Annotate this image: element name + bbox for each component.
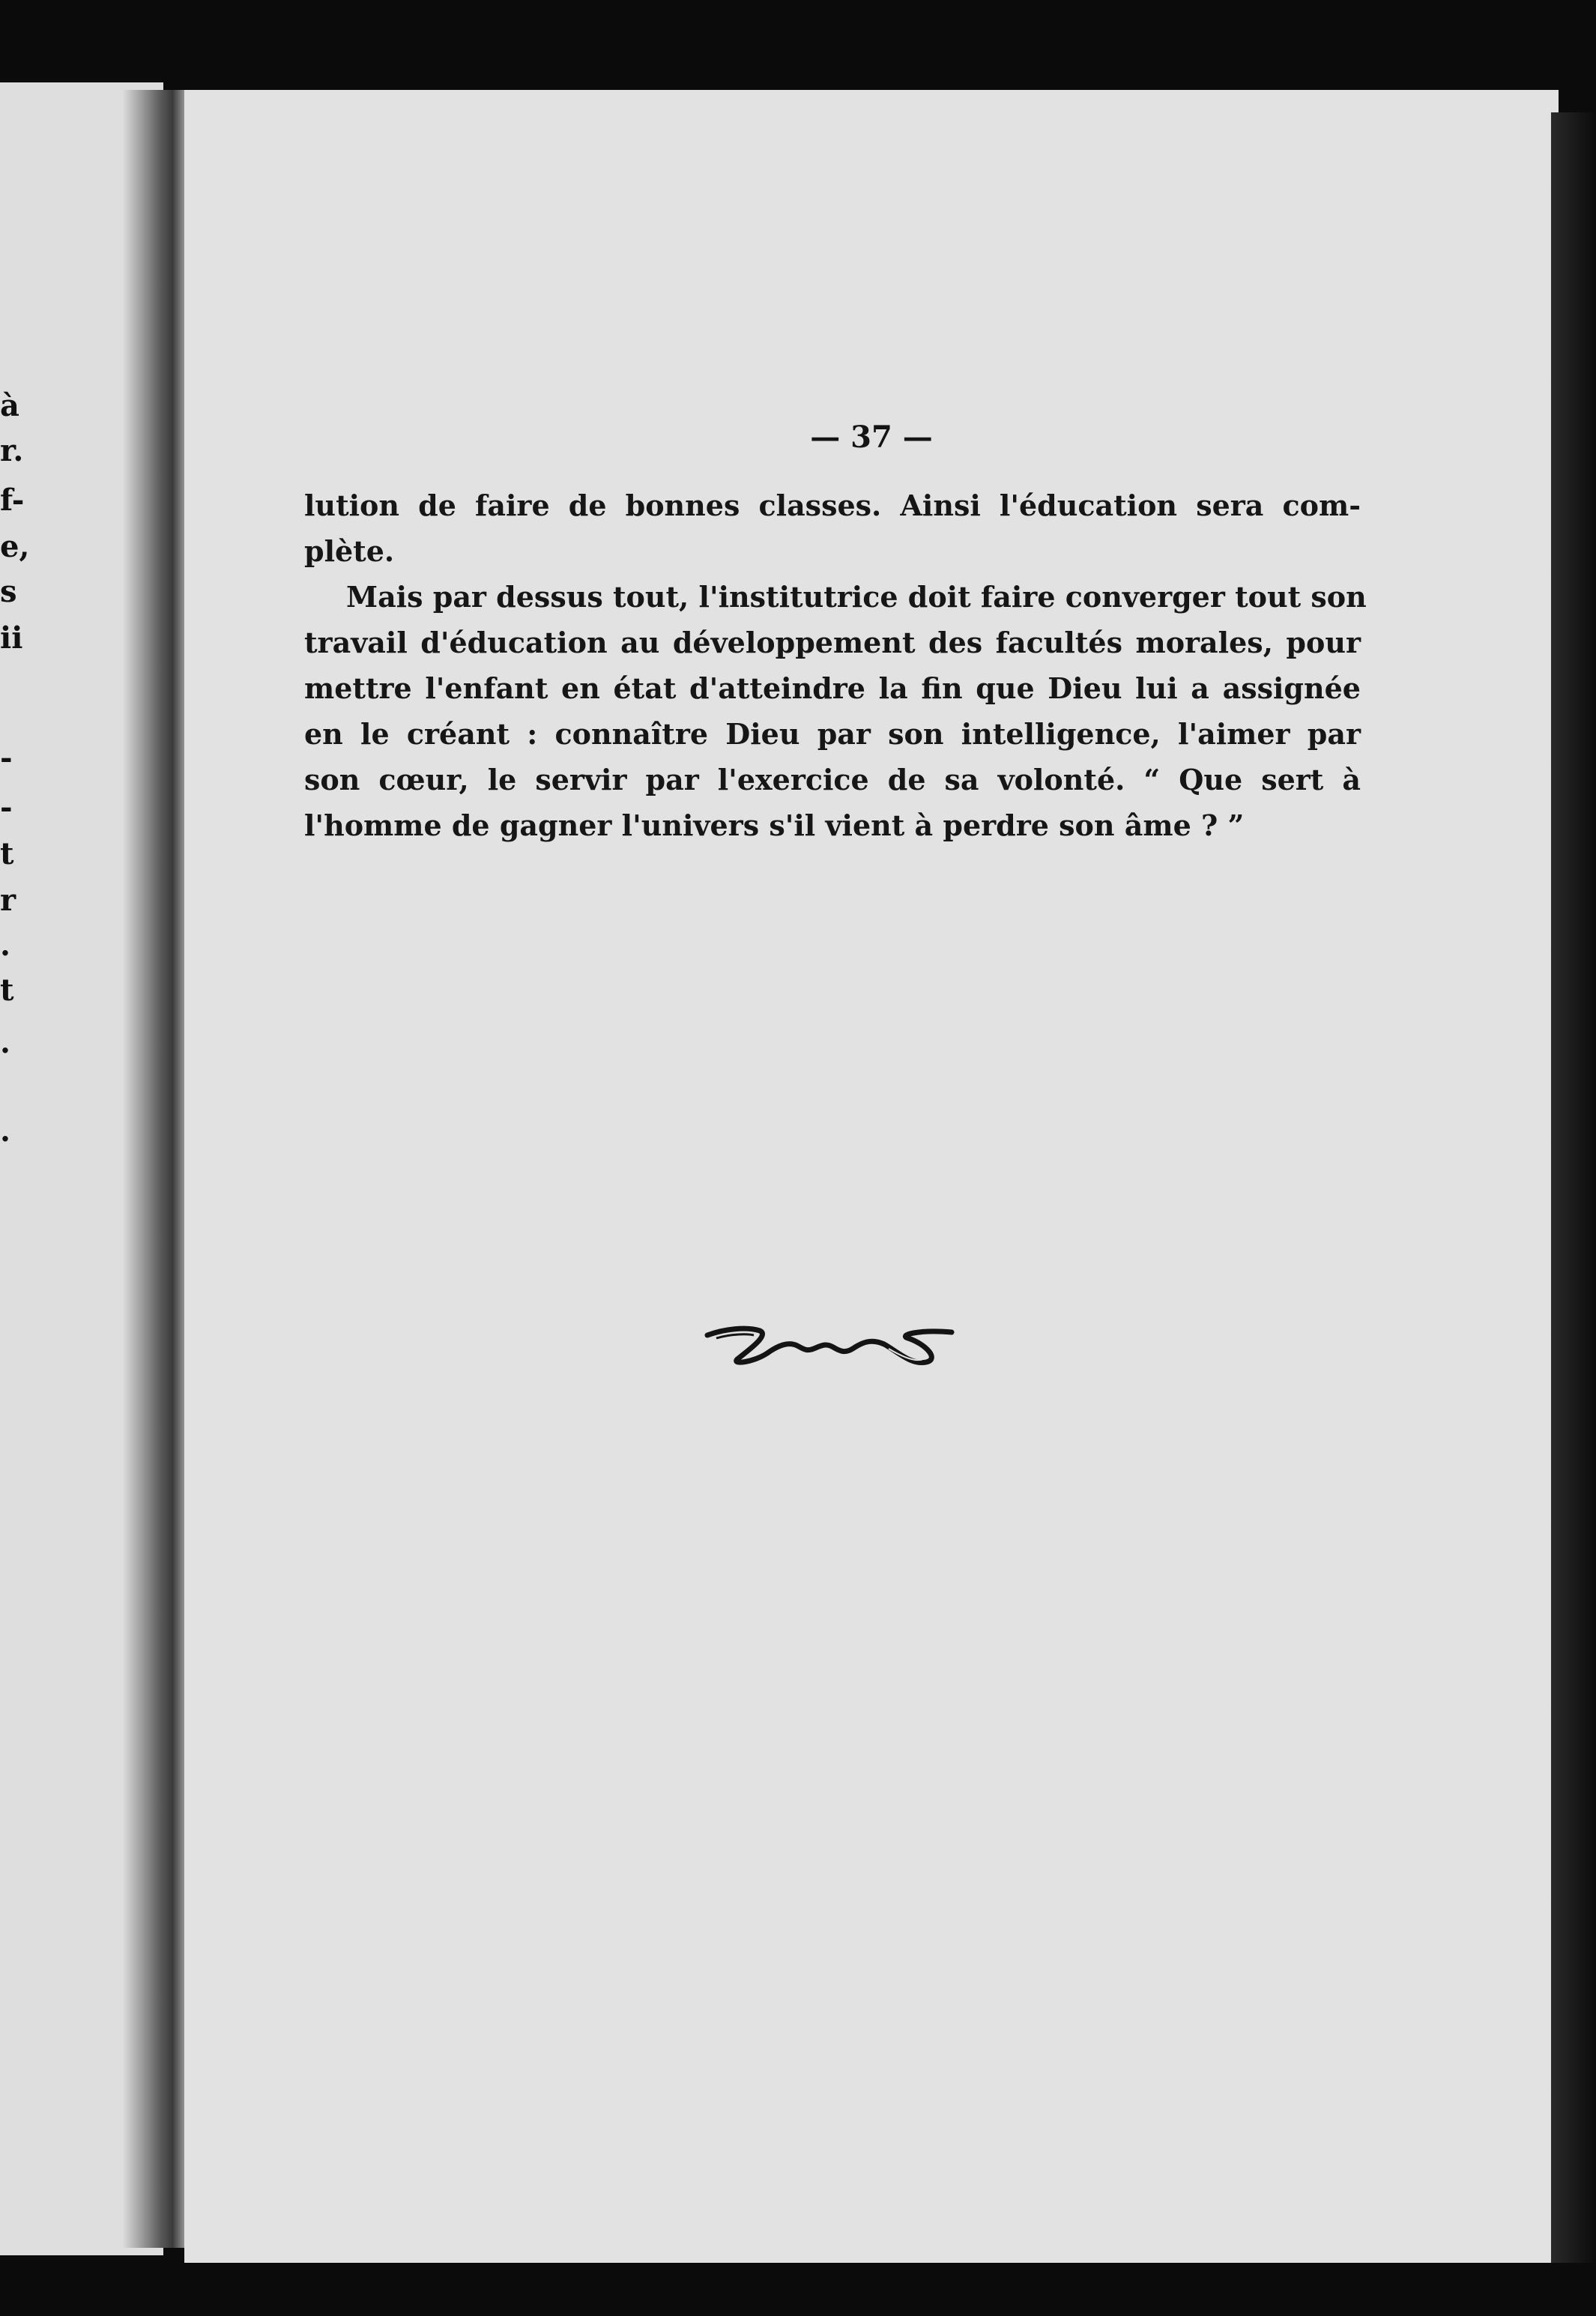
previous-page-fragment: r: [0, 883, 16, 918]
previous-page-fragment: à: [0, 388, 19, 423]
text-line: plète.: [304, 534, 395, 568]
text-line: lution de faire de bonnes classes. Ainsi l'éducation sera com-: [304, 489, 1361, 522]
paragraph: [304, 574, 1367, 848]
page-number: — 37 —: [810, 420, 933, 455]
text-line: Mais par dessus tout, l'institutrice doit faire converger tout son: [346, 580, 1367, 614]
previous-page-fragment: t: [0, 973, 14, 1008]
text-line: travail d'éducation au développement des facultés morales, pour: [304, 626, 1361, 659]
body-text: [304, 483, 1367, 848]
paragraph: [304, 483, 1361, 574]
text-line: l'homme de gagner l'univers s'il vient à perdre son âme ? ”: [304, 808, 1245, 842]
book-page: [184, 90, 1559, 2263]
book-gutter: [123, 90, 192, 2248]
previous-page-fragment: -: [0, 790, 13, 825]
text-line: mettre l'enfant en état d'atteindre la fin que Dieu lui a assignée: [304, 671, 1361, 705]
page-edge-shadow: [1551, 112, 1596, 2263]
text-line: en le créant : connaître Dieu par son intelligence, l'aimer par: [304, 717, 1361, 751]
previous-page-fragment: -: [0, 740, 13, 775]
previous-page-fragment: .: [0, 1113, 10, 1149]
previous-page-fragment: f-: [0, 483, 25, 518]
previous-page-fragment: s: [0, 574, 17, 609]
previous-page-fragment: .: [0, 1025, 10, 1060]
previous-page-fragment: ii: [0, 620, 23, 656]
text-line: son cœur, le servir par l'exercice de sa volonté. “ Que sert à: [304, 763, 1361, 796]
previous-page-fragment: e,: [0, 529, 30, 564]
previous-page-fragment: t: [0, 836, 14, 871]
ribbon-flourish-icon: [701, 1313, 956, 1380]
previous-page-fragment: r.: [0, 433, 24, 468]
previous-page-fragment: .: [0, 928, 10, 963]
